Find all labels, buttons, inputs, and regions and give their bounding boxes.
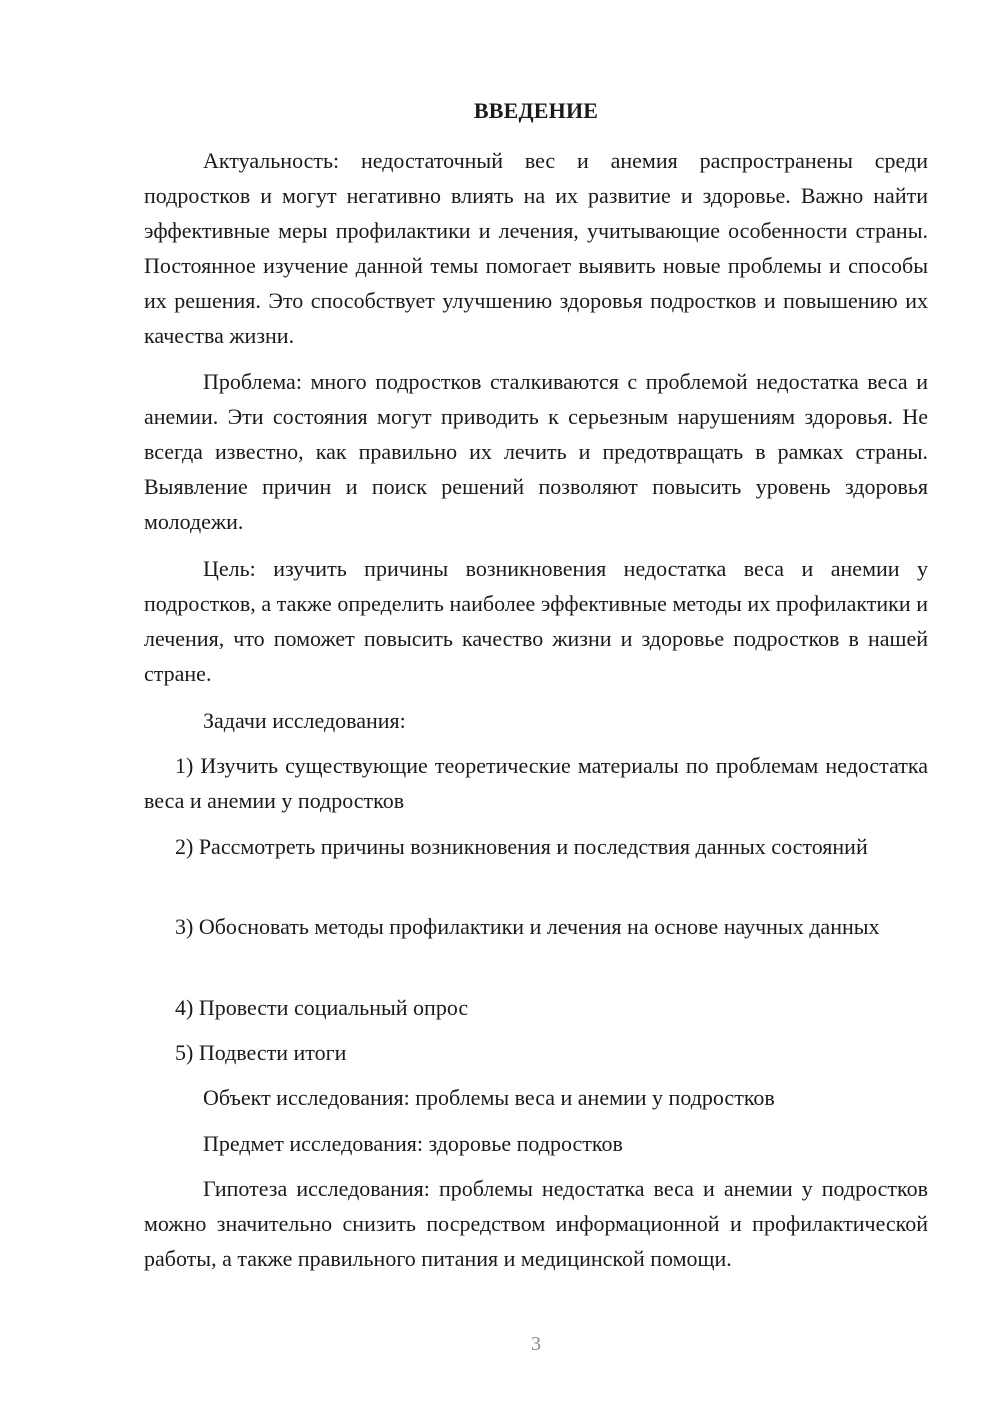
tasks-title: Задачи исследования: <box>203 708 406 733</box>
task-item-3: 3) Обосновать методы профилактики и лечения на основе научных данных <box>175 914 880 939</box>
paragraph-relevance: Актуальность: недостаточный вес и анемия распространены среди подростков и могут негативно влиять на их развитие и здоровье. Важно найти эффективные меры профилактики и лечения, учитывающие особенности страны. Постоянное изучение данной темы помогает выявить новые проблемы и способы их решения. Это способствует улучшению здоровья подростков и повышению их качества жизни. <box>144 148 928 348</box>
task-item-5: 5) Подвести итоги <box>175 1040 347 1065</box>
paragraph-object: Объект исследования: проблемы веса и анемии у подростков <box>203 1085 775 1110</box>
task-item-4: 4) Провести социальный опрос <box>175 995 469 1020</box>
paragraph-problem: Проблема: много подростков сталкиваются с проблемой недостатка веса и анемии. Эти состояния могут приводить к серьезным нарушениям здоровья. Не всегда известно, как правильно их лечить и предотвращать в рамках страны. Выявление причин и поиск решений позволяют повысить уровень здоровья молодежи. <box>144 369 928 534</box>
task-item-1: 1) Изучить существующие теоретические материалы по проблемам недостатка веса и анемии у подростков <box>144 753 928 813</box>
task-item-2: 2) Рассмотреть причины возникновения и последствия данных состояний <box>175 834 868 859</box>
section-heading: ВВЕДЕНИЕ <box>473 98 599 123</box>
paragraph-hypothesis: Гипотеза исследования: проблемы недостатка веса и анемии у подростков можно значительно снизить посредством информационной и профилактической работы, а также правильного питания и медицинской помощи. <box>144 1176 928 1271</box>
page-number: 3 <box>531 1333 541 1355</box>
paragraph-subject: Предмет исследования: здоровье подростков <box>203 1131 623 1156</box>
paragraph-goal: Цель: изучить причины возникновения недостатка веса и анемии у подростков, а также определить наиболее эффективные методы их профилактики и лечения, что поможет повысить качество жизни и здоровье подростков в нашей стране. <box>144 556 928 686</box>
